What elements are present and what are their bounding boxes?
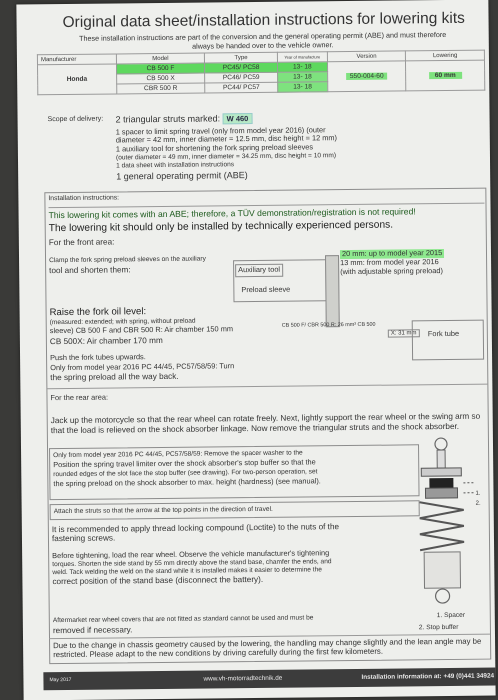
spacer-text: rounded edges of the slot face the stop buffer (see drawing). For two-person operation, set [53, 468, 318, 479]
scope-line: 1 data sheet with installation instructions [116, 161, 235, 170]
header-manufacturer: Manufacturer [37, 54, 116, 65]
scope-line: 1 auxiliary tool for shortening the fork spring preload sleeves [115, 142, 314, 154]
model-cell: CBR 500 R [116, 83, 205, 94]
raise-cbf: sleeve) CB 500 F and CBR 500 R: Air chamber 150 mm [49, 324, 234, 336]
year-cell: 13- 18 [277, 72, 327, 83]
tighten-text: torques. Shorten the side stand by 55 mm directly above the stand base, chamfer the ends, and [52, 558, 332, 569]
preload-sleeve-label: Preload sleeve [241, 284, 291, 295]
version-value: 550-004-60 [346, 73, 388, 80]
rear-heading: For the rear area: [50, 392, 109, 403]
type-cell: PC45/ PC58 [205, 62, 278, 73]
front-instruction: tool and shorten them: [49, 265, 131, 276]
type-cell: PC44/ PC57 [205, 82, 278, 93]
tighten-text: weld. Tack welding the weld on the stand while it is installed makes it easier to determine the [52, 566, 322, 577]
legend-stop-buffer: 2. Stop buffer [418, 623, 459, 632]
scope-line: diameter = 42 mm, inner diameter = 12.5 mm, disc height = 12 mm) [115, 133, 338, 145]
manufacturer-cell: Honda [38, 64, 117, 95]
note-2016-adjustable: (with adjustable spring preload) [340, 266, 443, 277]
front-instruction-small: Clamp the fork spring preload sleeves on the auxiliary [49, 255, 206, 265]
fork-tube-label: Fork tube [427, 328, 460, 339]
geometry-note: Due to the change in chassis geometry caused by the lowering, the handling may change slightly and the lean angle may be restricted. Please adapt to the new conditions by driving carefully during the first few kilometers. [53, 636, 482, 660]
version-cell [327, 61, 406, 92]
header-type: Type [205, 52, 278, 63]
header-model: Model [116, 53, 205, 64]
raise-heading: Raise the fork oil level: [49, 306, 147, 319]
push-instruction: Push the fork tubes upwards. [50, 352, 146, 363]
attach-text: Attach the struts so that the arrow at the top points in the direction of travel. [53, 505, 273, 516]
callout-1: 1. [475, 490, 481, 497]
footer-url: www.vh-motorradtechnik.de [203, 674, 283, 683]
header-year: Year of manufacture [277, 52, 327, 63]
intro-text: These installation instructions are part of the conversion and the general operating permit (ABE) and must therefore always be handed over to the vehicle owner. [79, 29, 447, 51]
scope-abe: 1 general operating permit (ABE) [116, 170, 248, 182]
aux-tool-label: Auxiliary tool [235, 264, 283, 277]
header-version: Version [327, 51, 406, 62]
strut-mark-badge: W 460 [223, 113, 253, 124]
installation-label: Installation instructions: [48, 194, 120, 203]
scope-line: (outer diameter = 49 mm, inner diameter = 34.25 mm, disc height = 10 mm) [115, 152, 337, 162]
data-sheet [16, 0, 495, 700]
document-title: Original data sheet/installation instructions for lowering kits [62, 9, 465, 32]
aftermarket-text: Aftermarket rear wheel covers that are not fitted as standard cannot be used and must be [52, 614, 314, 625]
lowering-value: 60 mm [429, 72, 462, 79]
footer-bar [43, 668, 495, 691]
model-cell: CB 500 X [116, 73, 205, 84]
lowering-cell [406, 60, 485, 91]
spec-table [37, 50, 485, 96]
raise-note: (measured: extended; with spring, without preload [49, 317, 196, 327]
aftermarket-text-2: removed if necessary. [52, 625, 133, 636]
fork-tube-diagram [412, 320, 484, 361]
fork-measure-label: CB 500 F/ CBR 500 R: 26 mm³ CB 500 [281, 321, 376, 329]
footer-date: May 2017 [49, 676, 72, 684]
scope-struts [116, 113, 253, 125]
tighten-text: Before tightening, load the rear wheel. Observe the vehicle manufacturer's tightening [52, 548, 330, 561]
loctite-text-2: fastening screws. [51, 533, 116, 544]
front-heading: For the front area: [48, 237, 115, 248]
loctite-text: It is recommended to apply thread locking compound (Loctite) to the nuts of the [51, 522, 340, 535]
spacer-text: the spring preload on the shock absorber to max. height (hardness) (see manual). [53, 476, 321, 489]
callout-2: 2. [475, 500, 481, 507]
fork-measure-x: X: 31 mm [388, 329, 420, 337]
note-2016: 13 mm: from model year 2016 [340, 257, 439, 268]
header-lowering: Lowering [406, 50, 485, 61]
push-instruction-2016: Only from model year 2016 PC 44/45, PC57/58/59: Turn [50, 361, 235, 373]
struts-text: 2 triangular struts marked: [115, 113, 221, 125]
scope-line: 1 spacer to limit spring travel (only from model year 2016) (outer [115, 125, 326, 137]
raise-cbx: CB 500X: Air chamber 170 mm [49, 335, 163, 347]
footer-phone: Installation information at: +49 (0)441 34924 [361, 672, 495, 681]
scope-label: Scope of delivery: [47, 115, 104, 124]
tighten-text: correct position of the stand base (disconnect the battery). [52, 574, 264, 587]
push-instruction-preload: the spring preload all the way back. [50, 371, 179, 383]
abe-note: This lowering kit comes with an ABE; therefore, a TÜV demonstration/registration is not required! [48, 206, 416, 221]
type-cell: PC46/ PC59 [205, 72, 278, 83]
warning-text: The lowering kit should only be installed by technically experienced persons. [48, 219, 394, 235]
sleeve-drawing [325, 255, 340, 327]
note-2015: 20 mm: up to model year 2015 [340, 249, 444, 259]
spacer-text: Only from model year 2016 PC 44/45, PC57/58/59: Remove the spacer washer to the [53, 449, 303, 460]
year-cell: 13- 18 [277, 62, 327, 73]
year-cell: 13- 18 [278, 82, 328, 93]
legend-spacer: 1. Spacer [436, 611, 466, 620]
model-cell: CB 500 F [116, 63, 205, 74]
rear-instructions: Jack up the motorcycle so that the rear wheel can rotate freely. Next, lightly support the rear wheel or the swing arm so that the load is relieved on the shock absorber linkage. Now remove the triangular struts and the shock absorber. [50, 411, 481, 435]
spacer-text: Position the spring travel limiter over the shock absorber's stop buffer so that the [53, 457, 316, 470]
shock-absorber-drawing [401, 436, 483, 607]
